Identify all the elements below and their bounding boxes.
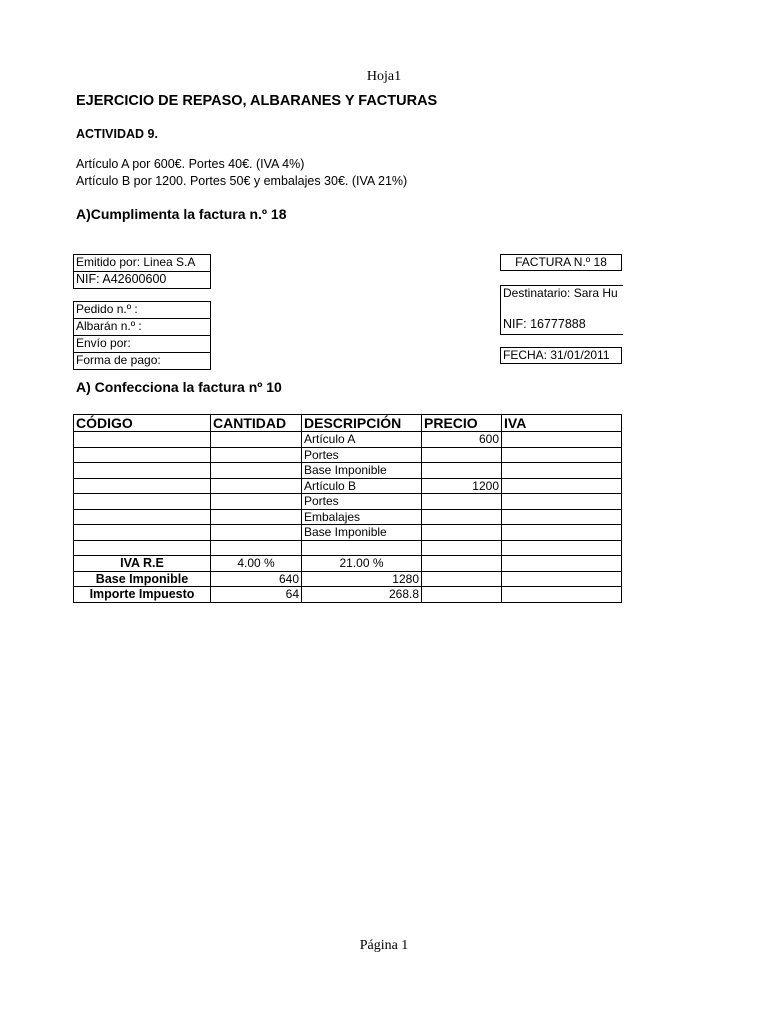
invoice-table (73, 414, 622, 603)
summary-importe-21: 268.8 (302, 587, 422, 603)
cell-iva (502, 463, 622, 479)
cell-cantidad (211, 509, 302, 525)
statement-line-1: Artículo A por 600€. Portes 40€. (IVA 4%) (76, 157, 305, 171)
issuer-name: Emitido por: Linea S.A (76, 255, 196, 269)
summary-cell (502, 587, 622, 603)
recipient-nif: NIF: 16777888 (503, 317, 586, 331)
cell-precio (422, 540, 502, 556)
page-footer: Página 1 (359, 938, 409, 953)
recipient-box (500, 285, 623, 335)
header-codigo: CÓDIGO (74, 415, 211, 432)
cell-codigo (74, 463, 211, 479)
cell-iva (502, 478, 622, 494)
section-b-heading: A) Confecciona la factura nº 10 (76, 379, 282, 395)
cell-precio (422, 494, 502, 510)
summary-iva-4: 4.00 % (211, 556, 302, 572)
sheet-title: Hoja1 (366, 69, 402, 84)
cell-descripcion: Artículo A (302, 432, 422, 448)
order-envio: Envío por: (74, 335, 210, 352)
main-title: EJERCICIO DE REPASO, ALBARANES Y FACTURAS (76, 93, 438, 109)
cell-codigo (74, 447, 211, 463)
table-row (74, 463, 622, 479)
table-row (74, 478, 622, 494)
cell-cantidad (211, 463, 302, 479)
cell-cantidad (211, 525, 302, 541)
cell-iva (502, 540, 622, 556)
cell-codigo (74, 509, 211, 525)
cell-iva (502, 509, 622, 525)
cell-descripcion: Embalajes (302, 509, 422, 525)
statement-line-2: Artículo B por 1200. Portes 50€ y embalajes 30€. (IVA 21%) (76, 174, 408, 188)
table-row (74, 494, 622, 510)
activity-heading: ACTIVIDAD 9. (76, 127, 158, 141)
cell-precio (422, 463, 502, 479)
header-iva: IVA (502, 415, 622, 432)
cell-descripcion: Portes (302, 494, 422, 510)
order-albaran: Albarán n.º : (74, 318, 210, 335)
cell-descripcion: Base Imponible (302, 463, 422, 479)
cell-precio: 600 (422, 432, 502, 448)
summary-label: IVA R.E (74, 556, 211, 572)
cell-descripcion: Portes (302, 447, 422, 463)
cell-iva (502, 525, 622, 541)
cell-iva (502, 447, 622, 463)
summary-cell (502, 556, 622, 572)
issuer-box (73, 254, 211, 289)
date-box (500, 347, 622, 364)
cell-codigo (74, 494, 211, 510)
cell-descripcion: Base Imponible (302, 525, 422, 541)
cell-iva (502, 432, 622, 448)
cell-codigo (74, 540, 211, 556)
summary-cell (502, 571, 622, 587)
table-row (74, 509, 622, 525)
summary-base-21: 1280 (302, 571, 422, 587)
cell-cantidad (211, 432, 302, 448)
summary-cell (422, 587, 502, 603)
cell-cantidad (211, 494, 302, 510)
cell-descripcion (302, 540, 422, 556)
table-row (74, 447, 622, 463)
cell-codigo (74, 478, 211, 494)
cell-codigo (74, 432, 211, 448)
cell-precio (422, 525, 502, 541)
summary-cell (422, 571, 502, 587)
summary-cell (422, 556, 502, 572)
summary-base-4: 640 (211, 571, 302, 587)
cell-precio: 1200 (422, 478, 502, 494)
summary-row-iva (74, 556, 622, 572)
invoice-number: FACTURA N.º 18 (515, 255, 607, 269)
order-box (73, 301, 211, 370)
header-cantidad: CANTIDAD (211, 415, 302, 432)
cell-codigo (74, 525, 211, 541)
cell-descripcion: Artículo B (302, 478, 422, 494)
section-a-heading: A)Cumplimenta la factura n.º 18 (76, 206, 287, 222)
table-row (74, 525, 622, 541)
invoice-date: FECHA: 31/01/2011 (503, 348, 610, 362)
summary-row-base (74, 571, 622, 587)
cell-cantidad (211, 447, 302, 463)
summary-row-importe (74, 587, 622, 603)
cell-cantidad (211, 478, 302, 494)
summary-label: Base Imponible (74, 571, 211, 587)
issuer-nif: NIF: A42600600 (74, 271, 210, 288)
cell-precio (422, 509, 502, 525)
table-row (74, 540, 622, 556)
recipient-name: Destinatario: Sara Hu (503, 286, 618, 300)
table-row (74, 432, 622, 448)
cell-cantidad (211, 540, 302, 556)
table-header-row (74, 415, 622, 432)
header-descripcion: DESCRIPCIÓN (302, 415, 422, 432)
summary-label: Importe Impuesto (74, 587, 211, 603)
header-precio: PRECIO (422, 415, 502, 432)
order-pedido: Pedido n.º : (76, 302, 138, 316)
cell-iva (502, 494, 622, 510)
order-forma-pago: Forma de pago: (74, 352, 210, 369)
cell-precio (422, 447, 502, 463)
summary-iva-21: 21.00 % (302, 556, 422, 572)
summary-importe-4: 64 (211, 587, 302, 603)
invoice-number-box (500, 254, 622, 271)
